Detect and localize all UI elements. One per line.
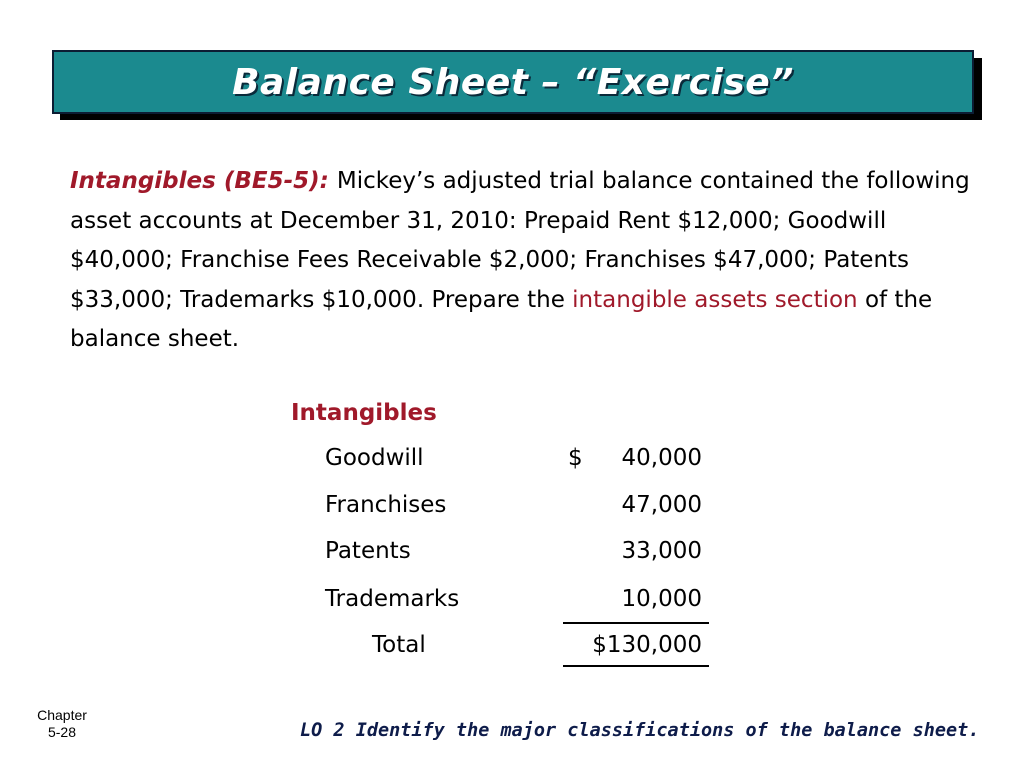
problem-statement <box>70 162 970 360</box>
table-row <box>0 492 1024 522</box>
table-row <box>0 586 1024 616</box>
row-amount: 10,000 <box>621 586 702 612</box>
row-label: Patents <box>325 538 411 564</box>
row-amount: 33,000 <box>621 538 702 564</box>
table-heading: Intangibles <box>291 400 437 426</box>
problem-text-end: of the balance sheet. <box>70 286 933 352</box>
total-row <box>0 632 1024 662</box>
total-rule <box>563 665 709 667</box>
row-label: Franchises <box>325 492 447 518</box>
total-label: Total <box>372 632 426 658</box>
problem-highlight: intangible assets section <box>572 286 858 313</box>
row-label: Trademarks <box>325 586 460 612</box>
chapter-marker <box>26 707 98 741</box>
row-amount: 40,000 <box>621 445 702 471</box>
problem-text: Mickey’s adjusted trial balance contained the following asset accounts at December 31, 2010: Prepaid Rent $12,000; Goodwill $40,000; Franchise Fees Receivable $2,000; Franchises $47,000; Patents $33,000; Trademarks $10,000. Prepare the <box>70 168 970 313</box>
chapter-label: Chapter <box>37 707 87 723</box>
title-banner <box>52 50 974 114</box>
learning-objective: LO 2 Identify the major classifications of the balance sheet. <box>300 720 980 741</box>
row-currency: $ <box>568 445 583 471</box>
table-row <box>0 538 1024 568</box>
total-amount: $130,000 <box>592 632 702 658</box>
page-number: 5-28 <box>47 724 77 740</box>
slide-title: Balance Sheet – “Exercise” <box>232 61 794 103</box>
problem-lead: Intangibles (BE5-5): <box>70 168 329 194</box>
subtotal-rule <box>563 622 709 624</box>
row-amount: 47,000 <box>621 492 702 518</box>
table-row <box>0 445 1024 475</box>
row-label: Goodwill <box>325 445 424 471</box>
